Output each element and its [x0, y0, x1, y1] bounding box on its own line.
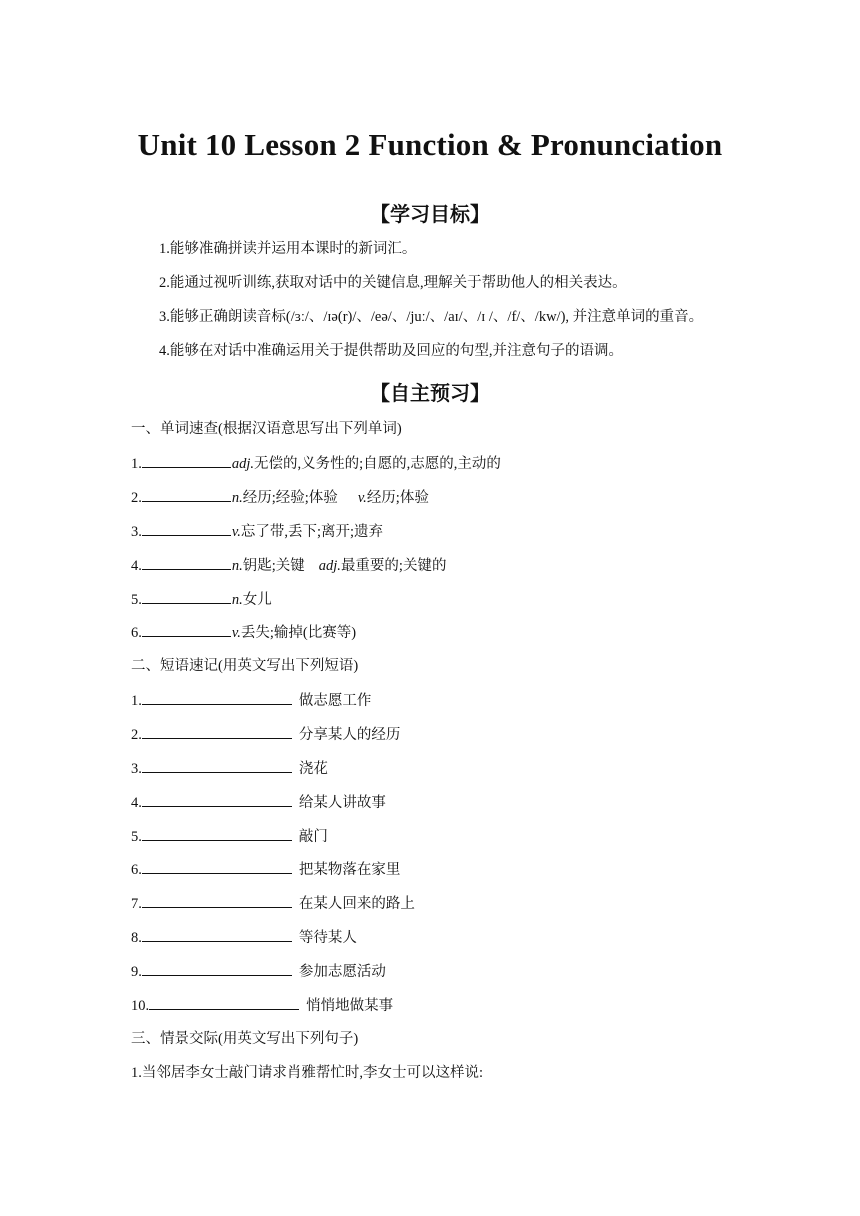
phrase-meaning: 做志愿工作	[298, 693, 372, 709]
answer-blank[interactable]	[142, 927, 292, 942]
item-number: 4.	[131, 795, 142, 811]
part-of-speech: v.	[231, 524, 241, 540]
answer-blank[interactable]	[142, 724, 292, 739]
item-number: 4.	[131, 558, 142, 574]
phrase-item	[131, 758, 328, 779]
part-of-speech: n.	[231, 490, 243, 506]
objective-item: 1.能够准确拼读并运用本课时的新词汇。	[159, 241, 417, 257]
item-number: 5.	[131, 592, 142, 608]
vocab-item	[131, 622, 356, 643]
phrase-item	[131, 826, 328, 847]
phrase-item	[131, 961, 386, 982]
part-of-speech: adj.	[318, 558, 341, 574]
answer-blank[interactable]	[142, 893, 292, 908]
part1-title: 一、单词速查(根据汉语意思写出下列单词)	[131, 421, 402, 437]
definition: 钥匙;关键	[242, 558, 305, 574]
part-of-speech: adj.	[231, 456, 255, 472]
item-number: 6.	[131, 625, 142, 641]
objective-item: 4.能够在对话中准确运用关于提供帮助及回应的句型,并注意句子的语调。	[159, 343, 623, 359]
phrase-meaning: 敲门	[298, 829, 328, 845]
definition: 无偿的,义务性的;自愿的,志愿的,主动的	[254, 456, 501, 472]
phrase-item	[131, 859, 400, 880]
definition: 最重要的;关键的	[340, 558, 447, 574]
item-number: 3.	[131, 761, 142, 777]
answer-blank[interactable]	[142, 859, 292, 874]
part-of-speech: v.	[231, 625, 241, 641]
item-number: 2.	[131, 727, 142, 743]
page-title: Unit 10 Lesson 2 Function & Pronunciation	[137, 127, 723, 162]
part-of-speech: n.	[231, 558, 243, 574]
vocab-item	[131, 487, 429, 508]
dialogue-prompt: 1.当邻居李女士敲门请求肖雅帮忙时,李女士可以这样说:	[131, 1065, 484, 1081]
vocab-item	[131, 589, 272, 610]
answer-blank[interactable]	[142, 690, 292, 705]
part-of-speech: v.	[357, 490, 367, 506]
item-number: 7.	[131, 896, 142, 912]
answer-blank[interactable]	[142, 487, 231, 502]
phrase-meaning: 浇花	[298, 761, 328, 777]
answer-blank[interactable]	[142, 555, 231, 570]
answer-blank[interactable]	[142, 622, 231, 637]
phrase-meaning: 在某人回来的路上	[298, 896, 415, 912]
phrase-meaning: 给某人讲故事	[298, 795, 386, 811]
phrase-meaning: 悄悄地做某事	[306, 998, 394, 1014]
item-number: 2.	[131, 490, 142, 506]
phrase-item	[131, 995, 393, 1016]
objective-item: 3.能够正确朗读音标(/ɜː/、/ɪə(r)/、/eə/、/juː/、/aɪ/、/ɪ /、/f/、/kw/), 并注意单词的重音。	[159, 309, 704, 325]
phrase-item	[131, 893, 415, 914]
phrase-item	[131, 724, 400, 745]
phrase-item	[131, 927, 357, 948]
item-number: 8.	[131, 930, 142, 946]
vocab-item	[131, 453, 501, 474]
objectives-heading: 【学习目标】	[370, 202, 490, 226]
phrase-meaning: 参加志愿活动	[298, 964, 386, 980]
definition: 经历;经验;体验	[242, 490, 338, 506]
item-number: 10.	[131, 998, 150, 1014]
definition: 女儿	[242, 592, 272, 608]
item-number: 1.	[131, 693, 142, 709]
answer-blank[interactable]	[142, 961, 292, 976]
item-number: 5.	[131, 829, 142, 845]
answer-blank[interactable]	[142, 453, 231, 468]
item-number: 1.	[131, 456, 142, 472]
part-of-speech: n.	[231, 592, 243, 608]
vocab-item	[131, 521, 383, 542]
item-number: 9.	[131, 964, 142, 980]
definition: 忘了带,丢下;离开;遗弃	[240, 524, 384, 540]
objective-item: 2.能通过视听训练,获取对话中的关键信息,理解关于帮助他人的相关表达。	[159, 275, 627, 291]
definition: 丢失;输掉(比赛等)	[240, 625, 357, 641]
item-number: 3.	[131, 524, 142, 540]
item-number: 6.	[131, 862, 142, 878]
answer-blank[interactable]	[142, 758, 292, 773]
answer-blank[interactable]	[142, 589, 231, 604]
phrase-meaning: 等待某人	[298, 930, 357, 946]
phrase-meaning: 分享某人的经历	[298, 727, 401, 743]
answer-blank[interactable]	[142, 826, 292, 841]
definition: 经历;体验	[366, 490, 429, 506]
part3-title: 三、情景交际(用英文写出下列句子)	[131, 1031, 359, 1047]
answer-blank[interactable]	[142, 792, 292, 807]
preview-heading: 【自主预习】	[370, 381, 490, 405]
vocab-item	[131, 555, 446, 576]
phrase-item	[131, 792, 386, 813]
answer-blank[interactable]	[142, 521, 231, 536]
phrase-meaning: 把某物落在家里	[298, 862, 401, 878]
answer-blank[interactable]	[149, 995, 299, 1010]
phrase-item	[131, 690, 371, 711]
part2-title: 二、短语速记(用英文写出下列短语)	[131, 658, 359, 674]
